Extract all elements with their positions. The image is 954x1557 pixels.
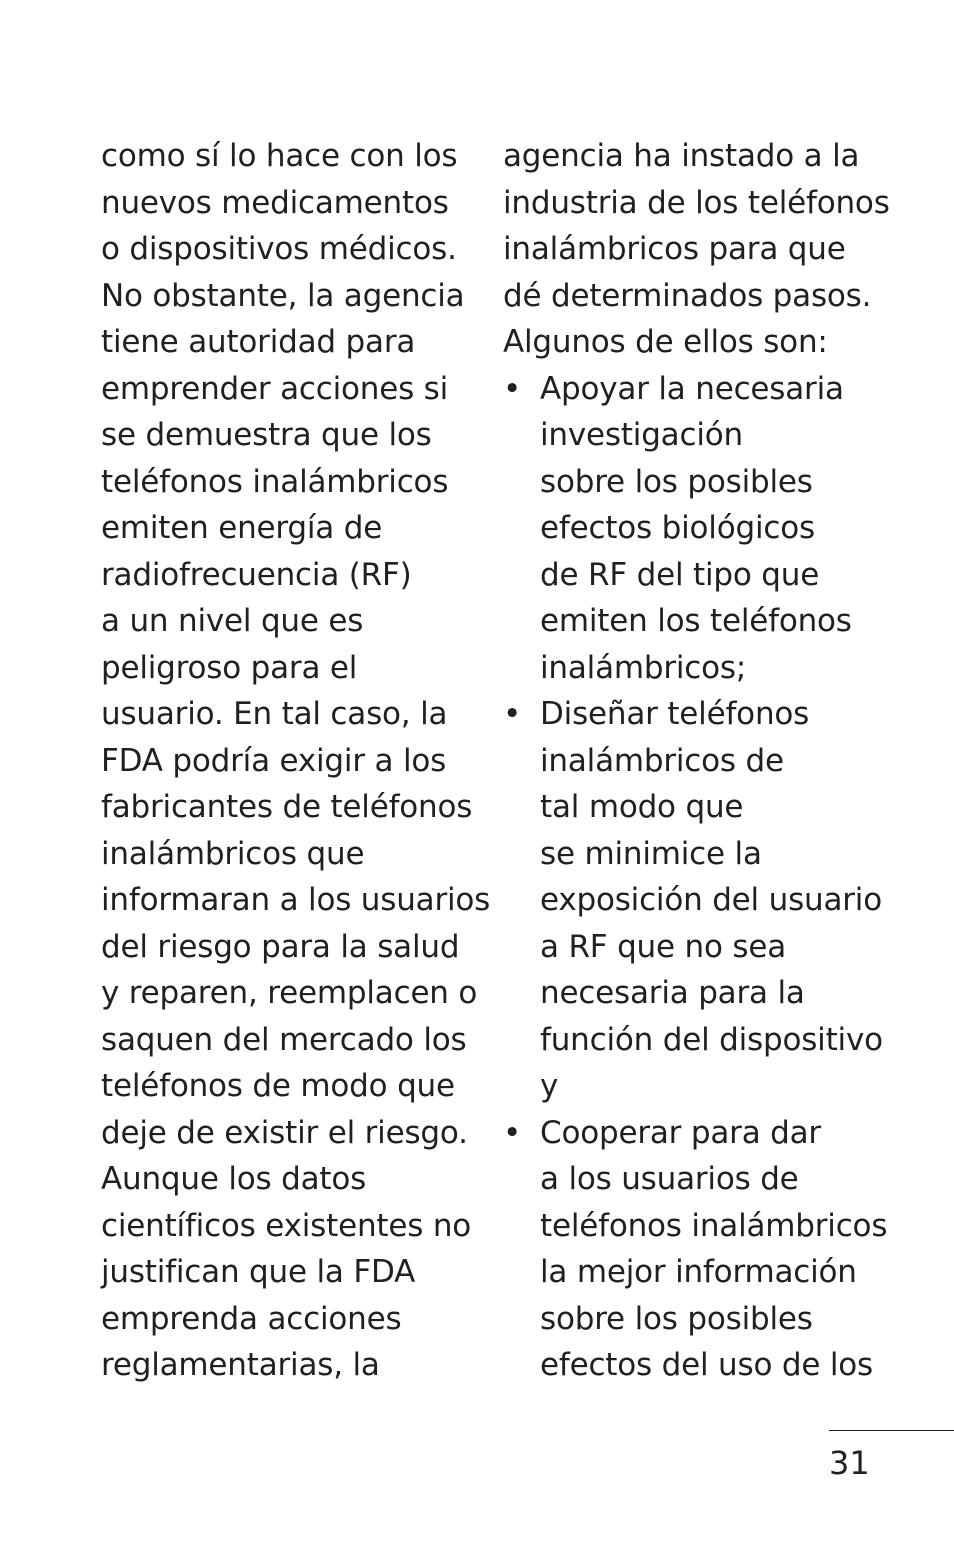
text-line: Algunos de ellos son:: [503, 324, 828, 360]
text-line: emprender acciones si: [101, 370, 449, 407]
text-line: Diseñar teléfonos: [540, 696, 810, 732]
text-line: No obstante, la agencia: [101, 277, 465, 314]
text-line: teléfonos inalámbricos: [540, 1207, 888, 1244]
text-line: teléfonos de modo que: [101, 1068, 455, 1104]
text-line: a los usuarios de: [540, 1161, 799, 1197]
text-line: a RF que no sea: [540, 928, 787, 965]
text-line: peligroso para el: [101, 649, 358, 686]
text-line: sobre los posibles: [540, 1300, 813, 1337]
text-line: y: [540, 1068, 559, 1104]
text-line: nuevos medicamentos: [101, 184, 449, 221]
text-line: a un nivel que es: [101, 603, 364, 639]
text-line: fabricantes de teléfonos: [101, 789, 473, 825]
bullet-item-cooperate: [503, 1110, 923, 1389]
bullet-icon: •: [503, 696, 522, 732]
text-line: tiene autoridad para: [101, 324, 416, 360]
text-line: industria de los teléfonos: [503, 184, 890, 221]
text-line: Cooperar para dar: [540, 1114, 821, 1151]
bullet-icon: •: [503, 1114, 522, 1151]
text-line: Aunque los datos: [101, 1161, 367, 1197]
text-line: saquen del mercado los: [101, 1021, 467, 1058]
text-line: la mejor información: [540, 1254, 857, 1290]
text-line: agencia ha instado a la: [503, 138, 860, 174]
text-line: y reparen, reemplacen o: [101, 975, 478, 1011]
text-line: de RF del tipo que: [540, 556, 820, 593]
text-line: científicos existentes no: [101, 1207, 472, 1244]
text-line: exposición del usuario: [540, 882, 882, 918]
footer-divider: [829, 1430, 954, 1431]
text-line: informaran a los usuarios: [101, 882, 491, 918]
text-line: FDA podría exigir a los: [101, 742, 447, 779]
text-line: se minimice la: [540, 835, 762, 872]
left-column: [101, 133, 491, 1389]
text-line: emprenda acciones: [101, 1300, 402, 1337]
text-line: del riesgo para la salud: [101, 928, 460, 965]
text-line: dé determinados pasos.: [503, 277, 872, 314]
right-column: [503, 133, 923, 1389]
text-line: Apoyar la necesaria: [540, 370, 844, 407]
text-line: sobre los posibles: [540, 463, 813, 500]
bullet-icon: •: [503, 370, 522, 407]
text-line: tal modo que: [540, 789, 744, 825]
text-line: radiofrecuencia (RF): [101, 556, 412, 593]
text-line: como sí lo hace con los: [101, 138, 458, 174]
text-line: función del dispositivo: [540, 1021, 883, 1058]
bullet-item-investigation: [503, 366, 923, 692]
text-line: emiten los teléfonos: [540, 603, 852, 639]
text-line: se demuestra que los: [101, 417, 432, 453]
text-line: inalámbricos para que: [503, 231, 846, 267]
text-line: inalámbricos de: [540, 742, 784, 779]
page-number: 31: [829, 1444, 870, 1482]
text-line: reglamentarias, la: [101, 1347, 380, 1383]
text-line: teléfonos inalámbricos: [101, 463, 449, 500]
text-line: emiten energía de: [101, 510, 383, 546]
text-line: usuario. En tal caso, la: [101, 696, 448, 732]
text-line: necesaria para la: [540, 975, 805, 1011]
left-paragraph: [101, 133, 491, 1389]
text-line: efectos biológicos: [540, 510, 815, 546]
text-line: efectos del uso de los: [540, 1347, 873, 1383]
right-intro-paragraph: [503, 133, 923, 366]
text-line: o dispositivos médicos.: [101, 231, 457, 267]
bullet-item-design: [503, 691, 923, 1110]
text-line: deje de existir el riesgo.: [101, 1114, 468, 1151]
text-line: inalámbricos;: [540, 649, 747, 686]
text-line: justifican que la FDA: [101, 1254, 416, 1290]
text-line: inalámbricos que: [101, 835, 365, 872]
text-line: investigación: [540, 417, 743, 453]
